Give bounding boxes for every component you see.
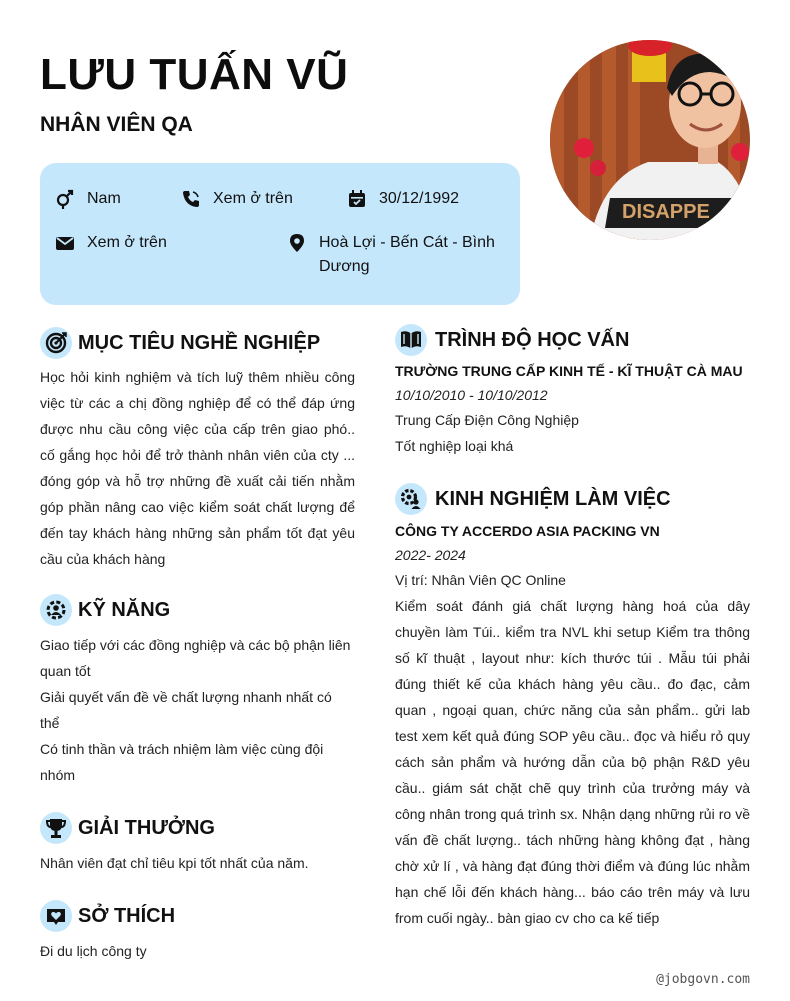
experience-period: 2022- 2024 (395, 547, 466, 563)
gear-user-icon (395, 483, 427, 515)
education-section (395, 322, 750, 459)
trophy-icon (40, 812, 72, 844)
awards-text: Nhân viên đạt chỉ tiêu kpi tốt nhất của năm. (40, 855, 309, 871)
education-period: 10/10/2010 - 10/10/2012 (395, 387, 548, 403)
calendar-icon (346, 187, 368, 211)
education-major: Trung Cấp Điện Công Nghiệp (395, 412, 579, 428)
hobbies-title: SỞ THÍCH (78, 904, 176, 927)
skills-title: KỸ NĂNG (78, 598, 171, 621)
experience-description: Kiểm soát đánh giá chất lượng hàng hoá của dây chuyền làm Túi.. kiểm tra NVL khi setup Kiểm tra thông số kĩ thuật , layout như: kích thước túi . Mẫu túi phải đúng thiết kế của khách hàng yêu cầu.. đo đạc, cảm quan , ngoại quan, chức năng của sản phẩm.. gửi lab test xem kết quả đúng SOP yêu cầu.. đọc và hiểu rỏ quy cách sản phẩm và hướng dẫn của bộ phận R&D yêu cầu.. giám sát chặt chẽ quy trình của trưởng máy và công nhân trong quá trình sx. Nhận dạng những rủi ro về vấn đề chất lượng.. tách những hàng không đạt , hàng chờ xử lí , và hàng đạt đúng thời điểm và đúng lúc nhằm hạn chế lỗi đến khách hàng... báo cáo trên máy và lưu from cuối ngày.. bàn giao cv cho ca kế tiếp (395, 598, 750, 926)
skills-section (40, 592, 355, 788)
footer-watermark: @jobgovn.com (656, 972, 750, 987)
skill-item: Giao tiếp với các đồng nghiệp và các bộ phận liên quan tốt (40, 637, 351, 679)
left-column (40, 325, 355, 964)
avatar (550, 40, 750, 240)
contact-box (40, 163, 520, 305)
avatar-shirt-text: DISAPPE (622, 201, 710, 223)
skill-item: Có tinh thần và trách nhiệm làm việc cùng đội nhóm (40, 741, 324, 783)
objective-text: Học hỏi kinh nghiệm và tích luỹ thêm nhiều công việc từ các a chị đồng nghiệp để có thể đáp ứng được nhu cầu công việc của cấp trên giao phó.. cố gắng học hỏi để trở thành nhân viên của cty ... đóng góp và hỗ trợ những đề xuất cải tiến nhằm góp phần nâng cao việc kiểm soát chất lượng để đến tay khách hàng những sản phẩm tốt đạt yêu cầu của khách hàng (40, 369, 355, 567)
email-icon (54, 231, 76, 255)
awards-title: GIẢI THƯỞNG (78, 816, 215, 839)
location-icon (286, 231, 308, 255)
contact-birthday: 30/12/1992 (346, 187, 459, 211)
hobbies-section (40, 898, 355, 964)
job-role: NHÂN VIÊN QA (40, 113, 193, 136)
page-title: LƯU TUẤN VŨ (40, 50, 349, 99)
target-icon (40, 327, 72, 359)
awards-section (40, 810, 355, 876)
book-icon (395, 324, 427, 356)
skills-icon (40, 594, 72, 626)
education-school: TRƯỜNG TRUNG CẤP KINH TẾ - KĨ THUẬT CÀ MAU (395, 363, 743, 379)
contact-email: Xem ở trên (54, 231, 167, 255)
education-grade: Tốt nghiệp loại khá (395, 438, 514, 454)
contact-phone: Xem ở trên (180, 187, 293, 211)
experience-company: CÔNG TY ACCERDO ASIA PACKING VN (395, 523, 660, 539)
contact-gender: Nam (54, 187, 121, 211)
hobbies-text: Đi du lịch công ty (40, 943, 147, 959)
experience-section (395, 481, 750, 931)
right-column (395, 322, 750, 931)
objective-section (40, 325, 355, 572)
heart-message-icon (40, 900, 72, 932)
gender-icon (54, 187, 76, 211)
skill-item: Giải quyết vấn đề về chất lượng nhanh nhất có thể (40, 689, 332, 731)
experience-position: Vị trí: Nhân Viên QC Online (395, 572, 566, 588)
contact-address: Hoà Lợi - Bến Cát - Bình Dương (286, 231, 511, 279)
phone-icon (180, 187, 202, 211)
experience-title: KINH NGHIỆM LÀM VIỆC (435, 487, 671, 510)
education-title: TRÌNH ĐỘ HỌC VẤN (435, 328, 630, 351)
objective-title: MỤC TIÊU NGHỀ NGHIỆP (78, 331, 321, 354)
